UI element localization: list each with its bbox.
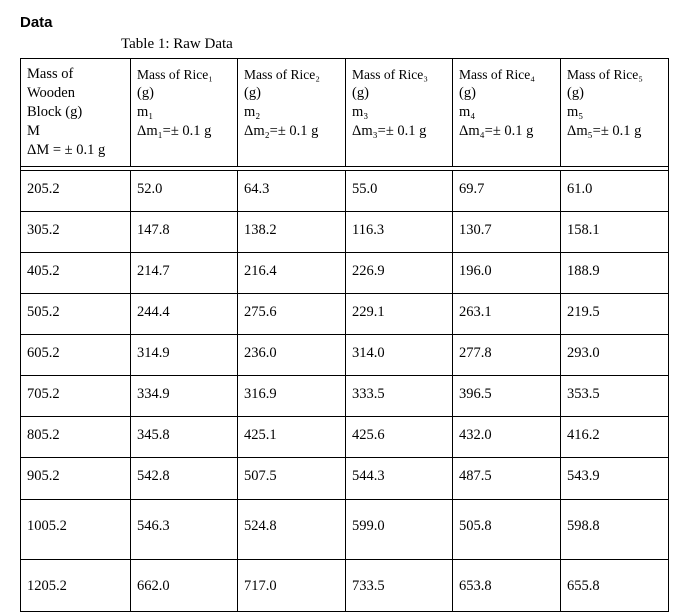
table-row xyxy=(21,560,669,612)
rice-mass-cell: 263.1 xyxy=(453,294,561,335)
column-header-line: Δm₄=± 0.1 g xyxy=(459,123,534,139)
rice-mass-cell: 64.3 xyxy=(238,171,346,212)
column-header xyxy=(561,59,669,167)
rice-mass-cell: 662.0 xyxy=(131,560,238,612)
column-header-line: Wooden xyxy=(27,85,75,101)
rice-mass-cell: 316.9 xyxy=(238,376,346,417)
rice-mass-cell: 293.0 xyxy=(561,335,669,376)
column-header-line: m₃ xyxy=(352,104,369,120)
rice-mass-cell: 196.0 xyxy=(453,253,561,294)
rice-mass-cell: 52.0 xyxy=(131,171,238,212)
block-mass-cell: 605.2 xyxy=(21,335,131,376)
table-row xyxy=(21,335,669,376)
block-mass-cell: 405.2 xyxy=(21,253,131,294)
column-header xyxy=(238,59,346,167)
rice-mass-cell: 655.8 xyxy=(561,560,669,612)
column-header-line: m₁ xyxy=(137,104,154,120)
rice-mass-cell: 544.3 xyxy=(346,458,453,500)
column-header-line: Block (g) xyxy=(27,104,83,120)
rice-mass-cell: 653.8 xyxy=(453,560,561,612)
table-header-row xyxy=(21,59,669,167)
column-header-line: Mass of Rice₁ xyxy=(137,67,213,82)
rice-mass-cell: 188.9 xyxy=(561,253,669,294)
rice-mass-cell: 345.8 xyxy=(131,417,238,458)
rice-mass-cell: 147.8 xyxy=(131,212,238,253)
column-header-line: (g) xyxy=(137,85,154,101)
rice-mass-cell: 507.5 xyxy=(238,458,346,500)
column-header-line: Mass of Rice₅ xyxy=(567,67,643,82)
column-header-line: Mass of Rice₃ xyxy=(352,67,428,82)
rice-mass-cell: 524.8 xyxy=(238,500,346,560)
rice-mass-cell: 55.0 xyxy=(346,171,453,212)
column-header-line: (g) xyxy=(459,85,476,101)
table-caption: Table 1: Raw Data xyxy=(121,36,233,52)
rice-mass-cell: 717.0 xyxy=(238,560,346,612)
rice-mass-cell: 543.9 xyxy=(561,458,669,500)
raw-data-table xyxy=(20,58,669,612)
column-header-line: (g) xyxy=(352,85,369,101)
rice-mass-cell: 216.4 xyxy=(238,253,346,294)
rice-mass-cell: 333.5 xyxy=(346,376,453,417)
block-mass-cell: 905.2 xyxy=(21,458,131,500)
table-row xyxy=(21,294,669,335)
rice-mass-cell: 432.0 xyxy=(453,417,561,458)
table-row xyxy=(21,500,669,560)
rice-mass-cell: 69.7 xyxy=(453,171,561,212)
rice-mass-cell: 226.9 xyxy=(346,253,453,294)
rice-mass-cell: 244.4 xyxy=(131,294,238,335)
table-body xyxy=(21,171,669,612)
column-header-line: m₂ xyxy=(244,104,261,120)
rice-mass-cell: 116.3 xyxy=(346,212,453,253)
block-mass-cell: 705.2 xyxy=(21,376,131,417)
column-header-line: Mass of Rice₂ xyxy=(244,67,320,82)
section-heading: Data xyxy=(20,14,53,31)
block-mass-cell: 205.2 xyxy=(21,171,131,212)
block-mass-cell: 805.2 xyxy=(21,417,131,458)
rice-mass-cell: 487.5 xyxy=(453,458,561,500)
block-mass-cell: 505.2 xyxy=(21,294,131,335)
column-header xyxy=(346,59,453,167)
rice-mass-cell: 219.5 xyxy=(561,294,669,335)
rice-mass-cell: 236.0 xyxy=(238,335,346,376)
column-header-line: (g) xyxy=(244,85,261,101)
rice-mass-cell: 314.9 xyxy=(131,335,238,376)
table-row xyxy=(21,376,669,417)
column-header-line: Mass of Rice₄ xyxy=(459,67,535,82)
table-row xyxy=(21,417,669,458)
column-header xyxy=(21,59,131,167)
column-header-line: M xyxy=(27,123,40,139)
table-row xyxy=(21,253,669,294)
column-header-line: (g) xyxy=(567,85,584,101)
rice-mass-cell: 275.6 xyxy=(238,294,346,335)
column-header xyxy=(131,59,238,167)
column-header-line: Mass of xyxy=(27,66,74,82)
rice-mass-cell: 277.8 xyxy=(453,335,561,376)
rice-mass-cell: 158.1 xyxy=(561,212,669,253)
table-row xyxy=(21,458,669,500)
column-header-line: Δm₃=± 0.1 g xyxy=(352,123,427,139)
rice-mass-cell: 425.1 xyxy=(238,417,346,458)
rice-mass-cell: 353.5 xyxy=(561,376,669,417)
table-row xyxy=(21,171,669,212)
column-header-line: Δm₂=± 0.1 g xyxy=(244,123,319,139)
column-header-line: Δm₁=± 0.1 g xyxy=(137,123,212,139)
rice-mass-cell: 425.6 xyxy=(346,417,453,458)
rice-mass-cell: 138.2 xyxy=(238,212,346,253)
rice-mass-cell: 599.0 xyxy=(346,500,453,560)
rice-mass-cell: 130.7 xyxy=(453,212,561,253)
column-header-line: ΔM = ± 0.1 g xyxy=(27,142,106,158)
rice-mass-cell: 546.3 xyxy=(131,500,238,560)
block-mass-cell: 1005.2 xyxy=(21,500,131,560)
rice-mass-cell: 61.0 xyxy=(561,171,669,212)
rice-mass-cell: 214.7 xyxy=(131,253,238,294)
rice-mass-cell: 598.8 xyxy=(561,500,669,560)
table-row xyxy=(21,212,669,253)
rice-mass-cell: 396.5 xyxy=(453,376,561,417)
column-header xyxy=(453,59,561,167)
rice-mass-cell: 314.0 xyxy=(346,335,453,376)
rice-mass-cell: 229.1 xyxy=(346,294,453,335)
column-header-line: Δm₅=± 0.1 g xyxy=(567,123,642,139)
column-header-line: m₄ xyxy=(459,104,476,120)
rice-mass-cell: 334.9 xyxy=(131,376,238,417)
rice-mass-cell: 733.5 xyxy=(346,560,453,612)
block-mass-cell: 305.2 xyxy=(21,212,131,253)
column-header-line: m₅ xyxy=(567,104,584,120)
rice-mass-cell: 505.8 xyxy=(453,500,561,560)
rice-mass-cell: 542.8 xyxy=(131,458,238,500)
rice-mass-cell: 416.2 xyxy=(561,417,669,458)
block-mass-cell: 1205.2 xyxy=(21,560,131,612)
